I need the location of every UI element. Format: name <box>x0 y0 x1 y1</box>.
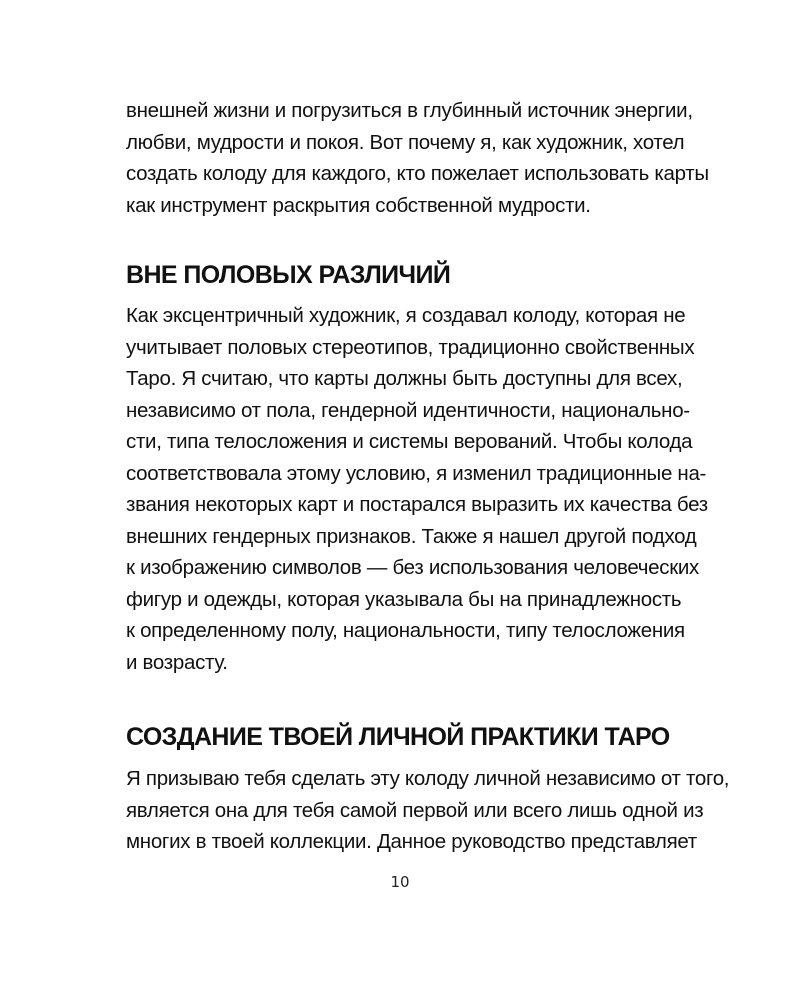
section-heading-personal-practice: СОЗДАНИЕ ТВОЕЙ ЛИЧНОЙ ПРАКТИКИ ТАРО <box>126 723 670 751</box>
paragraph-line: звания некоторых карт и постарался выразить их качества без <box>126 493 708 516</box>
paragraph-line: фигур и одежды, которая указывала бы на принадлежность <box>126 587 682 611</box>
paragraph-line: и возрасту. <box>126 650 228 674</box>
paragraph-line: создать колоду для каждого, кто пожелает использовать карты <box>126 162 709 185</box>
paragraph-line: любви, мудрости и покоя. Вот почему я, как художник, хотел <box>126 130 685 154</box>
paragraph-line: учитывает половых стереотипов, традиционно свойственных <box>126 335 695 359</box>
paragraph-line: независимо от пола, гендерной идентичности, национально- <box>126 398 690 422</box>
paragraph-line: к определенному полу, национальности, типу телосложения <box>126 619 685 642</box>
paragraph-line: многих в твоей коллекции. Данное руководство представляет <box>126 830 697 853</box>
paragraph-personal-practice <box>126 763 740 858</box>
paragraph-line: Я призываю тебя сделать эту колоду личной независимо от того, <box>126 767 730 790</box>
page-number: 10 <box>390 873 410 891</box>
paragraph-line: внешних гендерных признаков. Также я нашел другой подход <box>126 524 697 548</box>
paragraph-line: соответствовала этому условию, я изменил традиционные на- <box>126 461 707 485</box>
paragraph-beyond-gender <box>126 300 740 678</box>
paragraph-line: как инструмент раскрытия собственной мудрости. <box>126 193 591 217</box>
paragraph-line: Как эксцентричный художник, я создавал колоду, которая не <box>126 304 686 327</box>
paragraph-line: Таро. Я считаю, что карты должны быть доступны для всех, <box>126 367 683 390</box>
paragraph-intro-continued <box>126 95 740 221</box>
paragraph-line: сти, типа телосложения и системы верований. Чтобы колода <box>126 430 693 453</box>
section-heading-beyond-gender: ВНЕ ПОЛОВЫХ РАЗЛИЧИЙ <box>126 261 451 289</box>
paragraph-line: к изображению символов — без использования человеческих <box>126 556 699 579</box>
paragraph-line: внешней жизни и погрузиться в глубинный источник энергии, <box>126 99 693 122</box>
paragraph-line: является она для тебя самой первой или всего лишь одной из <box>126 798 704 822</box>
